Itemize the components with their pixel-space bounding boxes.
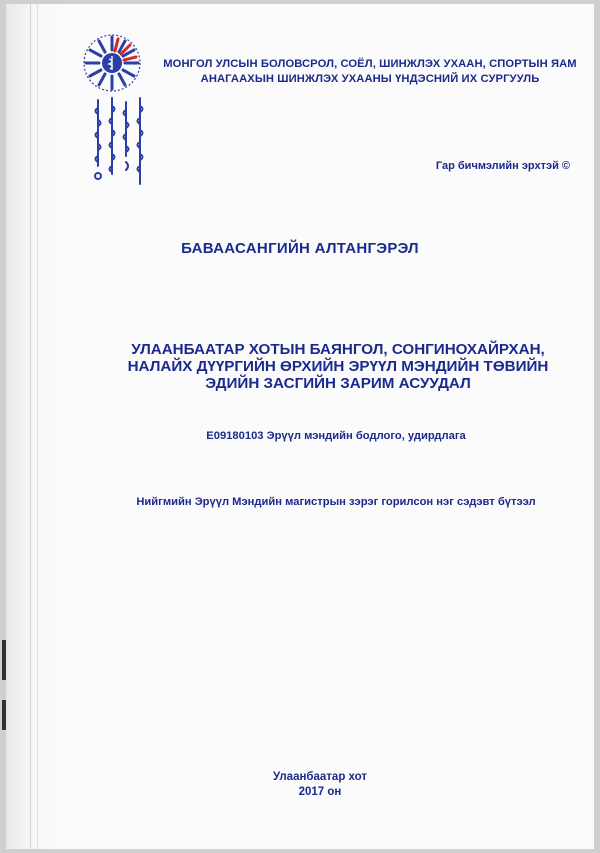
thesis-title-line: ЭДИЙН ЗАСГИЙН ЗАРИМ АСУУДАЛ <box>205 375 471 392</box>
binding-mark <box>2 640 6 680</box>
copyright-notice: Гар бичмэлийн эрхтэй © <box>435 160 570 172</box>
spine-fold-line <box>30 4 31 849</box>
specialty-code: E09180103 Эрүүл мэндийн бодлого, удирдлага <box>206 430 466 442</box>
university-logo <box>82 33 142 93</box>
institution-line-university: АНАГААХЫН ШИНЖЛЭХ УХААНЫ ҮНДЭСНИЙ ИХ СУРГУУЛЬ <box>200 73 540 85</box>
thesis-title-line: УЛААНБААТАР ХОТЫН БАЯНГОЛ, СОНГИНОХАЙРХАН, <box>131 341 545 358</box>
institution-heading <box>150 57 590 87</box>
city: Улаанбаатар хот <box>272 771 368 783</box>
spine-fold-line-secondary <box>37 4 38 849</box>
place-and-year <box>0 770 600 800</box>
degree-statement: Нийгмийн Эрүүл Мэндийн магистрын зэрэг горилсон нэг сэдэвт бүтээл <box>136 496 536 508</box>
binding-mark <box>2 700 6 730</box>
thesis-title-line: НАЛАЙХ ДҮҮРГИЙН ӨРХИЙН ЭРҮҮЛ МЭНДИЙН ТӨВИЙН <box>127 358 549 375</box>
institution-line-ministry: МОНГОЛ УЛСЫН БОЛОВСРОЛ, СОЁЛ, ШИНЖЛЭХ УХААН, СПОРТЫН ЯАМ <box>163 58 577 70</box>
book-spine-shadow <box>6 4 62 849</box>
thesis-title <box>100 341 576 392</box>
mongolian-script-emblem <box>84 96 150 188</box>
year: 2017 он <box>298 786 342 798</box>
author-name: БАВААСАНГИЙН АЛТАНГЭРЭЛ <box>181 240 419 257</box>
